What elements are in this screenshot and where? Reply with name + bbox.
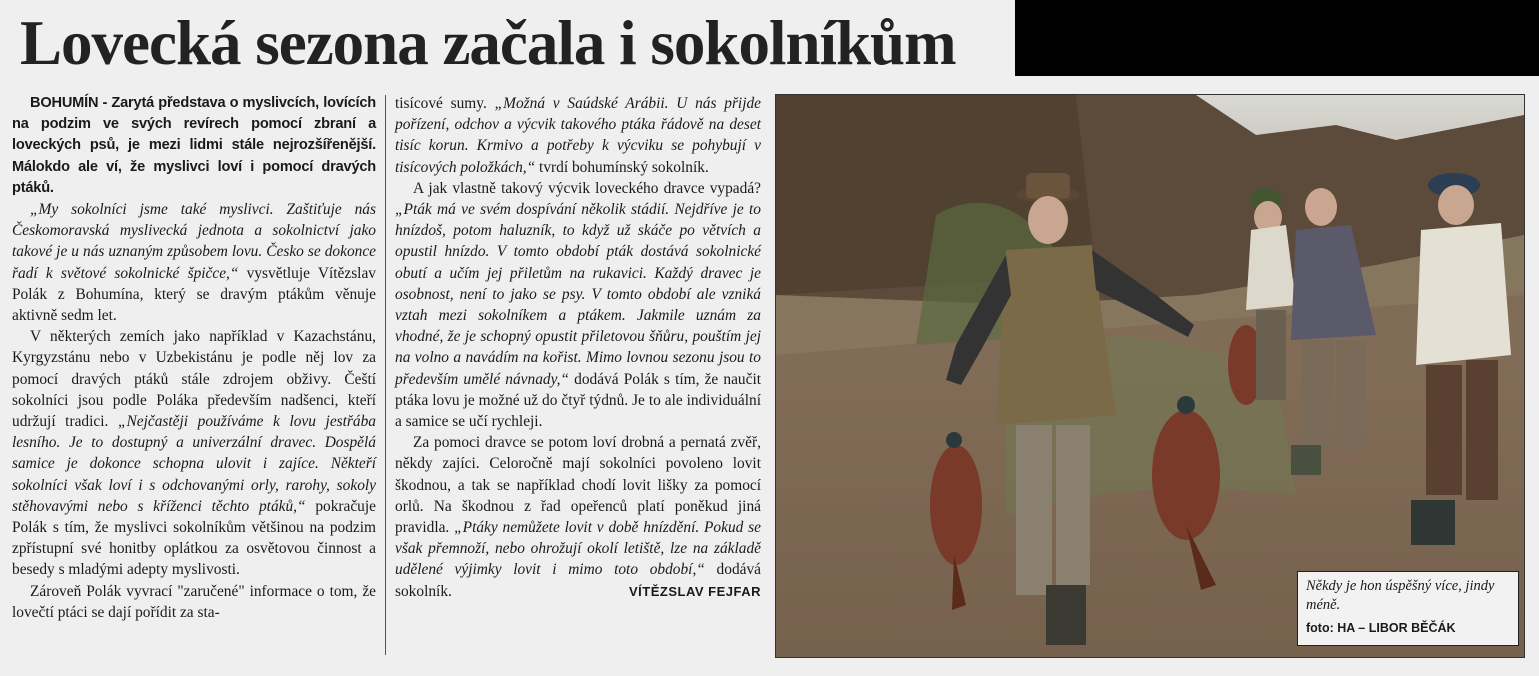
quote: „Možná v Saúdské Arábii. U nás přijde pořízení, odchov a výcvik takového ptáka řádově na deset tisíc korun. Krmivo a potřeby k výcviku se pohybují v tisícových položkách,“ [395,95,762,176]
photo-caption: Někdy je hon úspěšný více, jindy méně. [1306,578,1495,613]
paragraph-text: tisícové sumy. [395,95,495,112]
paragraph-text: V některých zemích jako například v Kazachstánu, Kyrgyzstánu nebo v Uzbekistánu je podle něj lov za pomocí dravých ptáků stále zdrojem obživy. Čeští sokolníci jsou podle Poláka především nadšenci, kteří udržují tradici. [12,328,376,431]
paragraph [12,199,376,326]
paragraph [12,326,376,580]
redacted-block [1015,0,1539,76]
quote: „Pták má ve svém dospívání několik stádií. Nejdříve je to hnízdoš, potom haluzník, to když už skáče po větvích a opustil hnízdo. V tomto období pták dostává sokolnické obutí a učím jej přiletům na rukavici. Každý dravec je osobnost, není to jako se psy. V tomto období ale vzniká vztah mezi sokolníkem a ptákem. Jakmile uznám za vhodné, že je schopný opustit přiletovou šňůru, pouštím jej na volno a navádím na kořist. Mimo lovnou sezonu jsou to především umělé návnady,“ [395,201,761,388]
paragraph-text: A jak vlastně takový výcvik loveckého dravce vypadá? [413,179,761,197]
headline: Lovecká sezona začala i sokolníkům [20,8,956,78]
author-byline: VÍTĚZSLAV FEJFAR [629,583,761,599]
lead-paragraph [12,93,376,199]
quote: „My sokolníci jsme také myslivci. Zaštiťuje nás Českomoravská myslivecká jednota a sokolnictví jako takové je u nás uznaným způsobem lovu. Česko se dokonce řadí k světové sokolnické špičce,“ [12,201,376,282]
paragraph [395,178,761,432]
paragraph-text: pokračuje Polák s tím, že myslivci sokolníkům většinou na podzim zpřístupní své honitby oplátkou za osvětovou činnost a besedy s mladými adepty myslivosti. [12,497,376,579]
column-rule [385,95,386,655]
lead-text: - Zarytá představa o myslivcích, lovících na podzim ve svých revírech pomocí zbraní a loveckých psů, je mezi lidmi stále nejrozšířenější. Málokdo ale ví, že myslivci loví i pomocí dravých ptáků. [12,95,376,196]
paragraph [12,581,376,623]
article-column-1 [12,93,376,623]
quote: „Ptáky nemůžete lovit v době hnízdění. Pokud se však přemnoží, nebo ohrožují okolí letiště, lze na základě udělené výjimky lovit i mimo toto období,“ [395,519,761,579]
paragraph-text: tvrdí bohumínský sokolník. [535,158,709,176]
quote: „Nejčastěji používáme k lovu jestřába lesního. Je to dostupný a univerzální dravec. Dospělá samice je dokonce schopna ulovit i zajíce. Někteří sokolníci však loví i s odchovanými orly, rarohy, sokoly stěhovavými nebo s kříženci těchto ptáků,“ [12,413,376,515]
paragraph-text: dodává sokolník. [395,561,761,600]
article-column-2 [395,93,761,602]
photo-caption-box [1297,571,1519,646]
dateline: BOHUMÍN [30,95,99,111]
photo-credit: foto: HA – LIBOR BĚČÁK [1306,621,1456,635]
paragraph-text: vysvětluje Vítězslav Polák z Bohumína, který se dravým ptákům věnuje aktivně sedm let. [12,264,376,325]
paragraph-text: dodává Polák s tím, že naučit ptáka lovu je možné už do čtyř týdnů. Je to ale individuální a samice se učí rychleji. [395,370,761,431]
paragraph-text: Za pomoci dravce se potom loví drobná a pernatá zvěř, někdy zajíci. Celoročně mají sokolníci povoleno lovit škodnou, a tak se například chodí lovit lišky za pomocí orlů. Na škodnou z řad opeřenců platí poněkud jiná pravidla. [395,434,761,537]
paragraph [395,93,761,178]
paragraph-text: Zároveň Polák vyvrací "zaručené" informace o tom, že lovečtí ptáci se dají pořídit za sta- [12,582,376,621]
paragraph [395,432,761,602]
